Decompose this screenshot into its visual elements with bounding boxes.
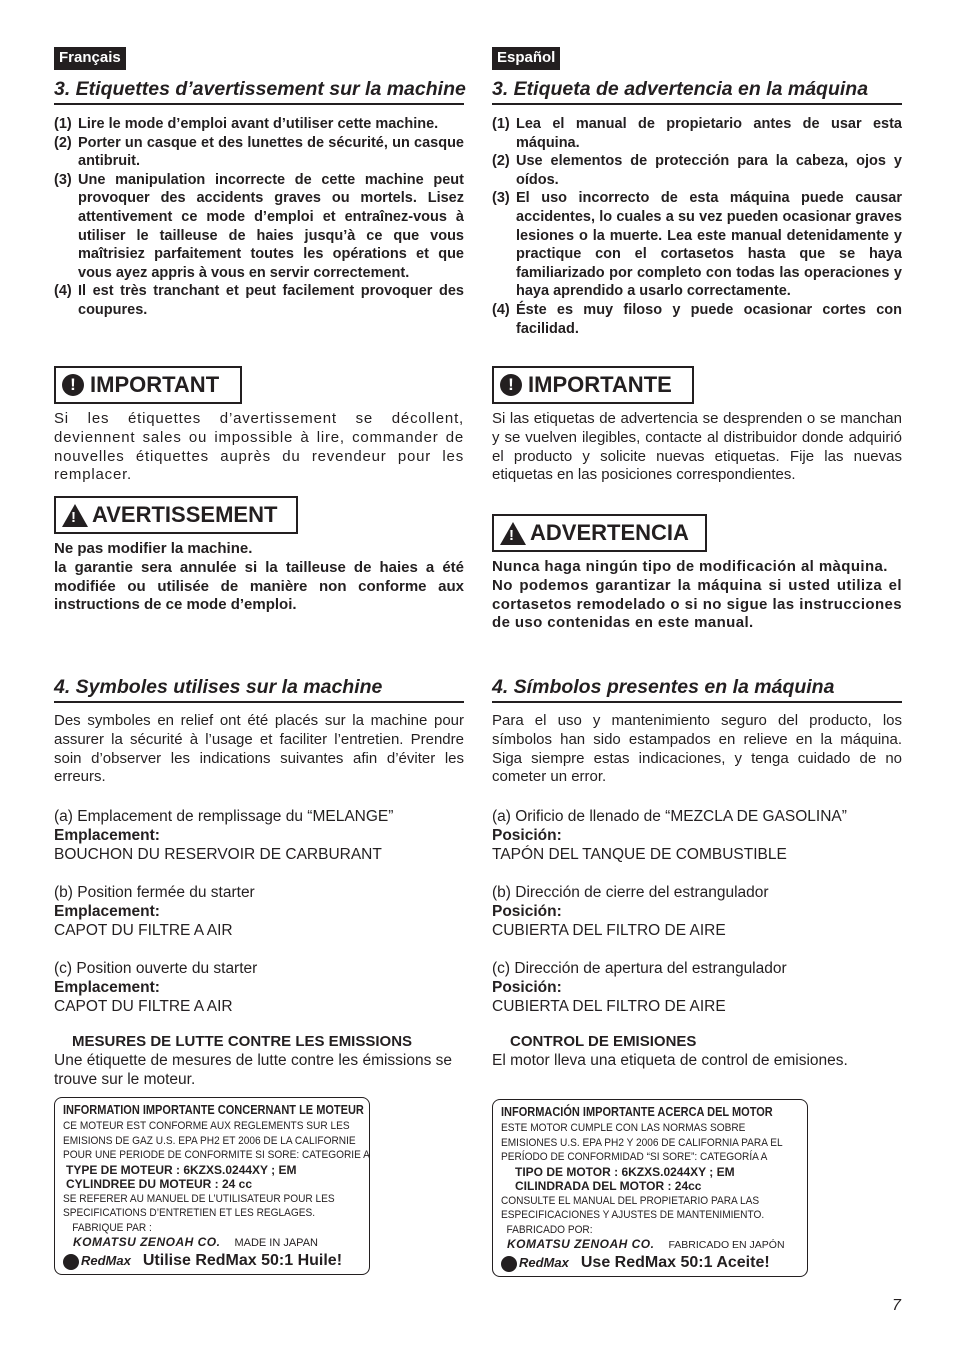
location-value: TAPÓN DEL TANQUE DE COMBUSTIBLE (492, 846, 787, 863)
list-item: (3) Une manipulation incorrecte de cette machine peut provoquer des accidents graves ou mortels. Lisez attentivement ce mode d’emploi et entraînez-vous à utiliser le tailleuse de haies jusqu’à ce que vous maîtrisiez parfaitement toutes les opérations et que vous ayez appris à vous en servir correctement. (54, 171, 464, 281)
label-line: PERÍODO DE CONFORMIDAD “SI SORE”: CATEGORÍA A (501, 1151, 768, 1163)
label-title: INFORMACIÓN IMPORTANTE ACERCA DEL MOTOR (501, 1105, 773, 1119)
location-label: Emplacement: (54, 903, 160, 920)
warning-label-list (492, 115, 902, 338)
label-line: POUR UNE PERIODE DE CONFORMITE SI SORE: CATEGORIE A (63, 1149, 370, 1161)
important-label: IMPORTANTE (528, 372, 672, 397)
symbols-intro: Para el uso y mantenimiento seguro del producto, los símbolos han sido estampados en relieve en la máquina. Siga siempre estas indicaciones, y tenga cuidado de no cometer un error. (492, 712, 902, 786)
label-line: EMISIONS DE GAZ U.S. EPA PH2 ET 2006 DE LA CALIFORNIE (63, 1134, 356, 1147)
symbol-b (492, 883, 902, 940)
warning-text (54, 540, 464, 615)
symbol-a (492, 807, 902, 864)
important-label: IMPORTANT (90, 372, 220, 397)
symbol-c (54, 959, 464, 1016)
brand-name: RedMax (519, 1255, 569, 1271)
exclamation-icon: ! (500, 374, 522, 396)
emission-text: El motor lleva una etiqueta de control de emisiones. (492, 1052, 848, 1069)
list-item: (2) Use elementos de protección para la cabeza, ojos y oídos. (492, 153, 902, 188)
location-label: Posición: (492, 979, 562, 996)
label-line: EMISIONES U.S. EPA PH2 Y 2006 DE CALIFORNIA PARA EL (501, 1136, 783, 1149)
maker-logo: KOMATSU ZENOAH CO. (507, 1237, 655, 1251)
symbol-a (54, 807, 464, 864)
redmax-icon (501, 1256, 517, 1272)
engine-type: TIPO DE MOTOR : 6KZXS.0244XY ; EM (515, 1164, 735, 1179)
location-value: CAPOT DU FILTRE A AIR (54, 998, 233, 1015)
location-value: CUBIERTA DEL FILTRO DE AIRE (492, 998, 726, 1015)
section-4-title: 4. Símbolos presentes en la máquina (492, 676, 902, 703)
warning-text-line: No podemos garantizar la máquina si usted utiliza el cortasetos remodelado o si no sigue las instrucciones de uso contenidas en este manual. (492, 576, 902, 632)
maker-row (501, 1237, 799, 1253)
location-label: Emplacement: (54, 979, 160, 996)
engine-type: TYPE DE MOTEUR : 6KZXS.0244XY ; EM (66, 1162, 297, 1177)
origin: FABRICADO EN JAPÓN (668, 1239, 785, 1251)
label-line: ESPECIFICACIONES Y AJUSTES DE MANTENIMIENTO. (501, 1209, 765, 1221)
symbol-c (492, 959, 902, 1016)
symbol-description: (a) Emplacement de remplissage du “MELANGE” (54, 808, 394, 825)
important-text: Si les étiquettes d’avertissement se décollent, deviennent sales ou impossible à lire, commander de nouvelles étiquettes auprès du revendeur pour les remplacer. (54, 410, 464, 484)
maker-logo: KOMATSU ZENOAH CO. (73, 1235, 221, 1249)
label-line: SE REFERER AU MANUEL DE L’UTILISATEUR POUR LES (63, 1192, 335, 1205)
emission-section (54, 1033, 464, 1089)
list-item: (2) Porter un casque et des lunettes de sécurité, un casque antibruit. (54, 134, 464, 170)
location-label: Emplacement: (54, 827, 160, 844)
list-item: (4) Il est très tranchant et peut facilement provoquer des coupures. (54, 283, 464, 318)
symbols-intro: Des symboles en relief ont été placés sur la machine pour assurer la sécurité à l’usage et faciliter l’entretien. Prendre soin d’observer les indications suivantes afin d’éviter les erreurs. (54, 712, 464, 786)
origin: MADE IN JAPAN (234, 1237, 318, 1249)
location-value: BOUCHON DU RESERVOIR DE CARBURANT (54, 846, 382, 863)
warning-label-list (54, 115, 464, 320)
section-4-title: 4. Symboles utilises sur la machine (54, 676, 464, 703)
made-by: FABRICADO POR: (506, 1223, 593, 1236)
redmax-logo (501, 1256, 569, 1272)
warning-notice (492, 514, 707, 552)
list-item: (3) El uso incorrecto de esta máquina puede causar accidentes, lo cuales a su vez pueden ocasionar graves lesiones o la muerte. Lea este manual detenidamente y practique con el cortasetos hasta que se haya familiarizado por completo con todas las operaciones y haya aprendido a usarlo correctamente. (492, 190, 902, 300)
location-value: CUBIERTA DEL FILTRO DE AIRE (492, 922, 726, 939)
emission-text: Une étiquette de mesures de lutte contre les émissions se trouve sur le moteur. (54, 1052, 453, 1088)
warning-label: AVERTISSEMENT (92, 502, 278, 527)
location-label: Posición: (492, 827, 562, 844)
list-item: (1) Lire le mode d’emploi avant d’utiliser cette machine. (54, 116, 439, 132)
engine-label (54, 1097, 370, 1275)
important-text: Si las etiquetas de advertencia se desprenden o se manchan y se vuelven ilegibles, contacte al distribuidor donde adquirió el producto y solicite nuevas etiquetas. Fije las nuevas etiquetas en las posiciones correspondientes. (492, 410, 902, 484)
section-3-title: 3. Etiqueta de advertencia en la máquina (492, 78, 902, 105)
maker-row (63, 1235, 361, 1251)
list-item: (1) Lea el manual de propietario antes de usar esta máquina. (492, 116, 902, 151)
warning-label: ADVERTENCIA (530, 520, 689, 545)
oil-row (501, 1256, 799, 1272)
label-line: ESTE MOTOR CUMPLE CON LAS NORMAS SOBRE (501, 1122, 746, 1134)
warning-text-line: la garantie sera annulée si la tailleuse de haies a été modifiée ou utilisée de manière non conforme aux instructions de ce mode d’emploi. (54, 558, 464, 614)
oil-text: Use RedMax 50:1 Aceite! (580, 1254, 770, 1272)
label-title: INFORMATION IMPORTANTE CONCERNANT LE MOTEUR (63, 1103, 364, 1117)
section-3-title: 3. Etiquettes d’avertissement sur la machine (54, 78, 464, 105)
engine-displacement: CYLINDREE DU MOTEUR : 24 cc (66, 1177, 253, 1191)
oil-row (63, 1254, 361, 1270)
engine-label (492, 1099, 808, 1277)
redmax-icon (63, 1254, 79, 1270)
warning-text-line: Ne pas modifier la machine. (54, 540, 253, 557)
warning-notice (54, 496, 298, 534)
label-line: CE MOTEUR EST CONFORME AUX REGLEMENTS SUR LES (63, 1120, 350, 1132)
symbol-description: (c) Dirección de apertura del estrangulador (492, 960, 787, 977)
emission-heading: MESURES DE LUTTE CONTRE LES EMISSIONS (72, 1033, 413, 1050)
warning-triangle-icon: ! (62, 504, 88, 527)
symbol-description: (c) Position ouverte du starter (54, 960, 258, 977)
made-by: FABRIQUE PAR : (72, 1221, 152, 1234)
warning-triangle-icon: ! (500, 522, 526, 545)
redmax-logo (63, 1254, 131, 1270)
symbol-description: (b) Position fermée du starter (54, 884, 255, 901)
page-number: 7 (892, 1297, 901, 1314)
oil-text: Utilise RedMax 50:1 Huile! (142, 1252, 343, 1270)
exclamation-icon: ! (62, 374, 84, 396)
language-tab: Français (54, 47, 126, 70)
location-label: Posición: (492, 903, 562, 920)
warning-text-line: Nunca haga ningún tipo de modificación al màquina. (492, 558, 888, 575)
brand-name: RedMax (81, 1253, 131, 1269)
symbol-description: (b) Dirección de cierre del estrangulador (492, 884, 769, 901)
emission-heading: CONTROL DE EMISIONES (510, 1033, 697, 1050)
symbol-description: (a) Orificio de llenado de “MEZCLA DE GASOLINA” (492, 808, 847, 825)
language-tab: Español (492, 47, 560, 70)
important-notice (492, 366, 694, 404)
engine-displacement: CILINDRADA DEL MOTOR : 24cc (515, 1179, 702, 1193)
label-line: SPECIFICATIONS D’ENTRETIEN ET LES REGLAGES. (63, 1207, 316, 1219)
important-notice (54, 366, 242, 404)
location-value: CAPOT DU FILTRE A AIR (54, 922, 233, 939)
warning-text (492, 558, 902, 633)
list-item: (4) Éste es muy filoso y puede ocasionar cortes con facilidad. (492, 301, 902, 337)
label-line: CONSULTE EL MANUAL DEL PROPIETARIO PARA LAS (501, 1194, 760, 1207)
symbol-b (54, 883, 464, 940)
emission-section (492, 1033, 902, 1070)
